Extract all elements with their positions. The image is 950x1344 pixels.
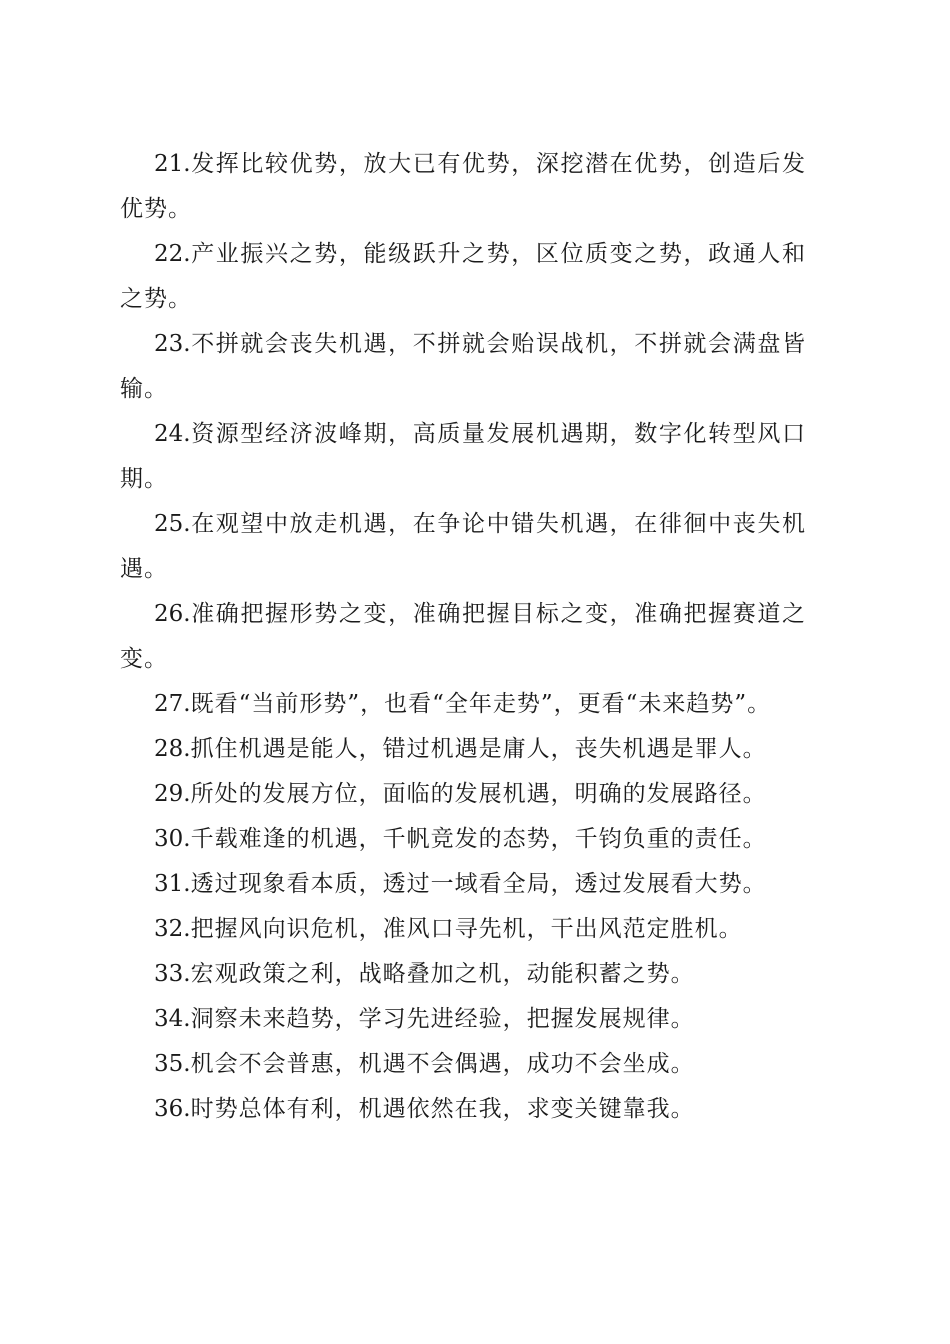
item-number: 24. — [154, 421, 191, 447]
item-text: 千载难逢的机遇，千帆竞发的态势，千钧负重的责任。 — [190, 826, 767, 852]
list-item — [120, 727, 806, 772]
item-number: 27. — [154, 691, 191, 717]
list-item — [120, 952, 806, 997]
item-number: 36. — [154, 1096, 191, 1122]
list-item — [120, 682, 806, 727]
list-item — [120, 817, 806, 862]
list-item — [120, 907, 806, 952]
list-item — [120, 322, 806, 412]
list-item — [120, 592, 806, 682]
item-text: 洞察未来趋势，学习先进经验，把握发展规律。 — [190, 1006, 695, 1032]
item-number: 22. — [154, 241, 191, 267]
list-item — [120, 412, 806, 502]
item-text: 资源型经济波峰期，高质量发展机遇期，数字化转型风口期。 — [120, 421, 806, 492]
list-item — [120, 772, 806, 817]
item-number: 21. — [154, 151, 191, 177]
item-number: 33. — [154, 961, 191, 987]
item-text: 不拼就会丧失机遇，不拼就会贻误战机，不拼就会满盘皆输。 — [120, 331, 806, 402]
list-item — [120, 1087, 806, 1132]
item-text: 宏观政策之利，战略叠加之机，动能积蓄之势。 — [190, 961, 695, 987]
list-item — [120, 502, 806, 592]
item-number: 30. — [154, 826, 191, 852]
item-number: 31. — [154, 871, 191, 897]
list-item — [120, 232, 806, 322]
item-text: 既看“当前形势”，也看“全年走势”，更看“未来趋势”。 — [190, 691, 772, 717]
item-text: 准确把握形势之变，准确把握目标之变，准确把握赛道之变。 — [120, 601, 806, 672]
item-text: 抓住机遇是能人，错过机遇是庸人，丧失机遇是罪人。 — [190, 736, 767, 762]
item-text: 机会不会普惠，机遇不会偶遇，成功不会坐成。 — [190, 1051, 695, 1077]
item-number: 32. — [154, 916, 191, 942]
list-item — [120, 862, 806, 907]
item-number: 28. — [154, 736, 191, 762]
item-number: 25. — [154, 511, 191, 537]
item-number: 35. — [154, 1051, 191, 1077]
item-text: 时势总体有利，机遇依然在我，求变关键靠我。 — [190, 1096, 695, 1122]
item-number: 29. — [154, 781, 191, 807]
item-text: 在观望中放走机遇，在争论中错失机遇，在徘徊中丧失机遇。 — [120, 511, 806, 582]
item-text: 产业振兴之势，能级跃升之势，区位质变之势，政通人和之势。 — [120, 241, 806, 312]
list-item — [120, 1042, 806, 1087]
item-number: 34. — [154, 1006, 191, 1032]
item-text: 把握风向识危机，准风口寻先机，干出风范定胜机。 — [190, 916, 743, 942]
item-number: 26. — [154, 601, 191, 627]
item-text: 发挥比较优势，放大已有优势，深挖潜在优势，创造后发优势。 — [120, 151, 806, 222]
item-text: 所处的发展方位，面临的发展机遇，明确的发展路径。 — [190, 781, 767, 807]
list-item — [120, 997, 806, 1042]
list-item — [120, 142, 806, 232]
phrase-list — [120, 142, 806, 1132]
item-number: 23. — [154, 331, 191, 357]
item-text: 透过现象看本质，透过一域看全局，透过发展看大势。 — [190, 871, 767, 897]
